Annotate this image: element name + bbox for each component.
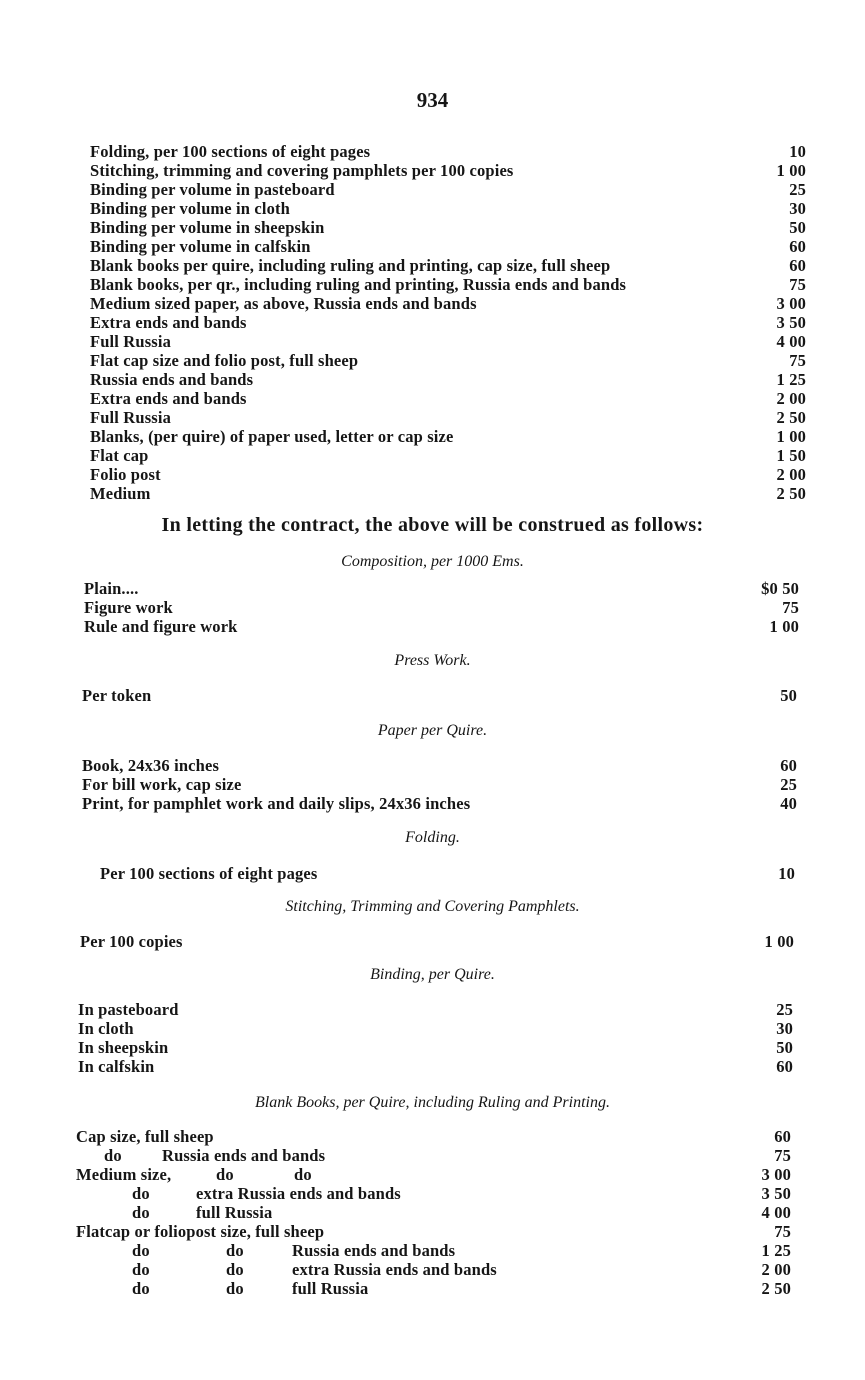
item-price: 2 50	[776, 408, 806, 427]
list-item	[90, 313, 806, 332]
list-item	[78, 1038, 793, 1057]
section-heading-folding: Folding.	[405, 829, 460, 846]
press-work-list	[82, 686, 797, 705]
list-item	[76, 1260, 791, 1279]
list-item	[90, 199, 806, 218]
item-label: Print, for pamphlet work and daily slips, 24x36 inches	[82, 794, 471, 813]
item-label: Blank books per quire, including ruling and printing, cap size, full sheep	[90, 256, 611, 275]
list-item	[82, 686, 797, 705]
item-label: Flatcap or foliopost size, full sheep	[76, 1222, 325, 1241]
item-price: 75	[774, 1222, 791, 1241]
item-price: 2 50	[776, 484, 806, 503]
item-price: 4 00	[776, 332, 806, 351]
list-item	[90, 161, 806, 180]
item-label: In calfskin	[78, 1057, 155, 1076]
binding-list	[78, 1000, 793, 1076]
item-label: Stitching, trimming and covering pamphlets per 100 copies	[90, 161, 514, 180]
item-label: Flat cap	[90, 446, 149, 465]
item-price: 3 50	[761, 1184, 791, 1203]
item-label: Binding per volume in cloth	[90, 199, 290, 218]
list-item	[78, 1057, 793, 1076]
folding-list	[100, 864, 795, 883]
item-label	[76, 1241, 455, 1260]
item-label: Folding, per 100 sections of eight pages	[90, 142, 371, 161]
list-item	[82, 794, 797, 813]
item-price: 75	[789, 275, 806, 294]
item-price: 30	[776, 1019, 793, 1038]
ditto-mark: do	[216, 1165, 234, 1184]
list-item	[80, 932, 794, 951]
ditto-mark: do	[132, 1260, 150, 1279]
list-item	[82, 775, 797, 794]
item-label	[76, 1279, 368, 1298]
list-item	[90, 389, 806, 408]
ditto-mark: do	[294, 1165, 312, 1184]
item-price: 2 00	[776, 465, 806, 484]
section-heading-stitching: Stitching, Trimming and Covering Pamphlets.	[285, 898, 580, 915]
item-price: 10	[789, 142, 806, 161]
item-price: 2 00	[761, 1260, 791, 1279]
item-label	[76, 1146, 325, 1165]
item-price: 60	[774, 1127, 791, 1146]
item-price: 75	[782, 598, 799, 617]
item-price: 1 00	[776, 427, 806, 446]
item-price: 1 00	[769, 617, 799, 636]
item-label: Cap size, full sheep	[76, 1127, 214, 1146]
list-item	[90, 332, 806, 351]
item-description: full Russia	[292, 1279, 369, 1298]
list-item	[90, 484, 806, 503]
item-price: 50	[780, 686, 797, 705]
item-label	[76, 1165, 312, 1184]
item-price: 25	[789, 180, 806, 199]
ditto-mark: do	[226, 1279, 244, 1298]
list-item	[76, 1222, 791, 1241]
item-price: 30	[789, 199, 806, 218]
item-price: 3 00	[776, 294, 806, 313]
list-item	[90, 180, 806, 199]
blank-books-list	[76, 1127, 791, 1298]
ditto-mark: do	[132, 1279, 150, 1298]
price-list	[90, 142, 806, 503]
item-label: Binding per volume in calfskin	[90, 237, 311, 256]
item-label: In cloth	[78, 1019, 134, 1038]
list-item	[90, 351, 806, 370]
item-label: Book, 24x36 inches	[82, 756, 220, 775]
item-price: 40	[780, 794, 797, 813]
item-price: 25	[776, 1000, 793, 1019]
item-price: 60	[780, 756, 797, 775]
list-item	[78, 1019, 793, 1038]
item-label: Full Russia	[90, 408, 171, 427]
item-label: Extra ends and bands	[90, 389, 247, 408]
ditto-mark: do	[226, 1260, 244, 1279]
item-label: Binding per volume in sheepskin	[90, 218, 325, 237]
item-price: 1 25	[776, 370, 806, 389]
list-item	[90, 275, 806, 294]
item-label: Blank books, per qr., including ruling and printing, Russia ends and bands	[90, 275, 627, 294]
paper-list	[82, 756, 797, 813]
item-price: 3 50	[776, 313, 806, 332]
list-item	[76, 1146, 791, 1165]
item-label: Medium	[90, 484, 151, 503]
item-price: 2 00	[776, 389, 806, 408]
list-item	[90, 294, 806, 313]
ditto-mark: do	[226, 1241, 244, 1260]
list-item	[90, 427, 806, 446]
list-item	[76, 1241, 791, 1260]
ditto-mark: do	[132, 1203, 150, 1222]
stitching-list	[80, 932, 794, 951]
list-item	[84, 598, 799, 617]
item-label: Extra ends and bands	[90, 313, 247, 332]
list-item	[90, 408, 806, 427]
list-item	[90, 446, 806, 465]
item-price: $0 50	[761, 579, 799, 598]
ditto-mark: do	[104, 1146, 122, 1165]
item-price: 3 00	[761, 1165, 791, 1184]
section-heading-composition: Composition, per 1000 Ems.	[341, 553, 524, 570]
item-label: Per token	[82, 686, 152, 705]
ditto-mark: do	[132, 1184, 150, 1203]
item-price: 1 50	[776, 446, 806, 465]
item-price: 25	[780, 775, 797, 794]
item-label: Blanks, (per quire) of paper used, letter or cap size	[90, 427, 454, 446]
item-label: Folio post	[90, 465, 161, 484]
item-description: Russia ends and bands	[162, 1146, 326, 1165]
item-price: 50	[789, 218, 806, 237]
list-item	[76, 1203, 791, 1222]
list-item	[76, 1127, 791, 1146]
item-label	[76, 1260, 497, 1279]
item-size: Medium size,	[76, 1165, 172, 1184]
list-item	[82, 756, 797, 775]
item-price: 1 00	[776, 161, 806, 180]
list-item	[100, 864, 795, 883]
item-label: Rule and figure work	[84, 617, 238, 636]
item-label: For bill work, cap size	[82, 775, 242, 794]
item-label: In sheepskin	[78, 1038, 169, 1057]
item-price: 10	[778, 864, 795, 883]
item-description: extra Russia ends and bands	[292, 1260, 497, 1279]
item-price: 1 00	[764, 932, 794, 951]
item-description: Russia ends and bands	[292, 1241, 456, 1260]
list-item	[84, 617, 799, 636]
item-label: Per 100 copies	[80, 932, 183, 951]
item-price: 60	[789, 256, 806, 275]
item-label	[76, 1184, 401, 1203]
item-label: Medium sized paper, as above, Russia ends and bands	[90, 294, 477, 313]
item-label	[76, 1203, 272, 1222]
item-label: Full Russia	[90, 332, 171, 351]
section-heading-press-work: Press Work.	[394, 652, 471, 669]
item-price: 60	[789, 237, 806, 256]
list-item	[90, 218, 806, 237]
item-label: Per 100 sections of eight pages	[100, 864, 318, 883]
item-price: 50	[776, 1038, 793, 1057]
list-item	[90, 142, 806, 161]
item-label: In pasteboard	[78, 1000, 179, 1019]
item-price: 2 50	[761, 1279, 791, 1298]
item-description: full Russia	[196, 1203, 273, 1222]
item-label: Russia ends and bands	[90, 370, 254, 389]
list-item	[90, 256, 806, 275]
item-price: 60	[776, 1057, 793, 1076]
page-number: 934	[416, 88, 449, 112]
intro-text: In letting the contract, the above will be construed as follows:	[161, 514, 704, 536]
list-item	[90, 465, 806, 484]
ditto-mark: do	[132, 1241, 150, 1260]
list-item	[90, 237, 806, 256]
item-price: 75	[774, 1146, 791, 1165]
list-item	[76, 1279, 791, 1298]
list-item	[90, 370, 806, 389]
item-label: Plain....	[84, 579, 139, 598]
list-item	[84, 579, 799, 598]
item-label: Binding per volume in pasteboard	[90, 180, 335, 199]
section-heading-binding: Binding, per Quire.	[370, 966, 495, 983]
list-item	[76, 1184, 791, 1203]
list-item	[76, 1165, 791, 1184]
item-label: Figure work	[84, 598, 173, 617]
section-heading-blank-books: Blank Books, per Quire, including Ruling and Printing.	[255, 1094, 610, 1111]
item-price: 75	[789, 351, 806, 370]
section-heading-paper: Paper per Quire.	[377, 722, 488, 739]
item-description: extra Russia ends and bands	[196, 1184, 401, 1203]
composition-list	[84, 579, 799, 636]
list-item	[78, 1000, 793, 1019]
item-price: 4 00	[761, 1203, 791, 1222]
item-price: 1 25	[761, 1241, 791, 1260]
item-label: Flat cap size and folio post, full sheep	[90, 351, 359, 370]
